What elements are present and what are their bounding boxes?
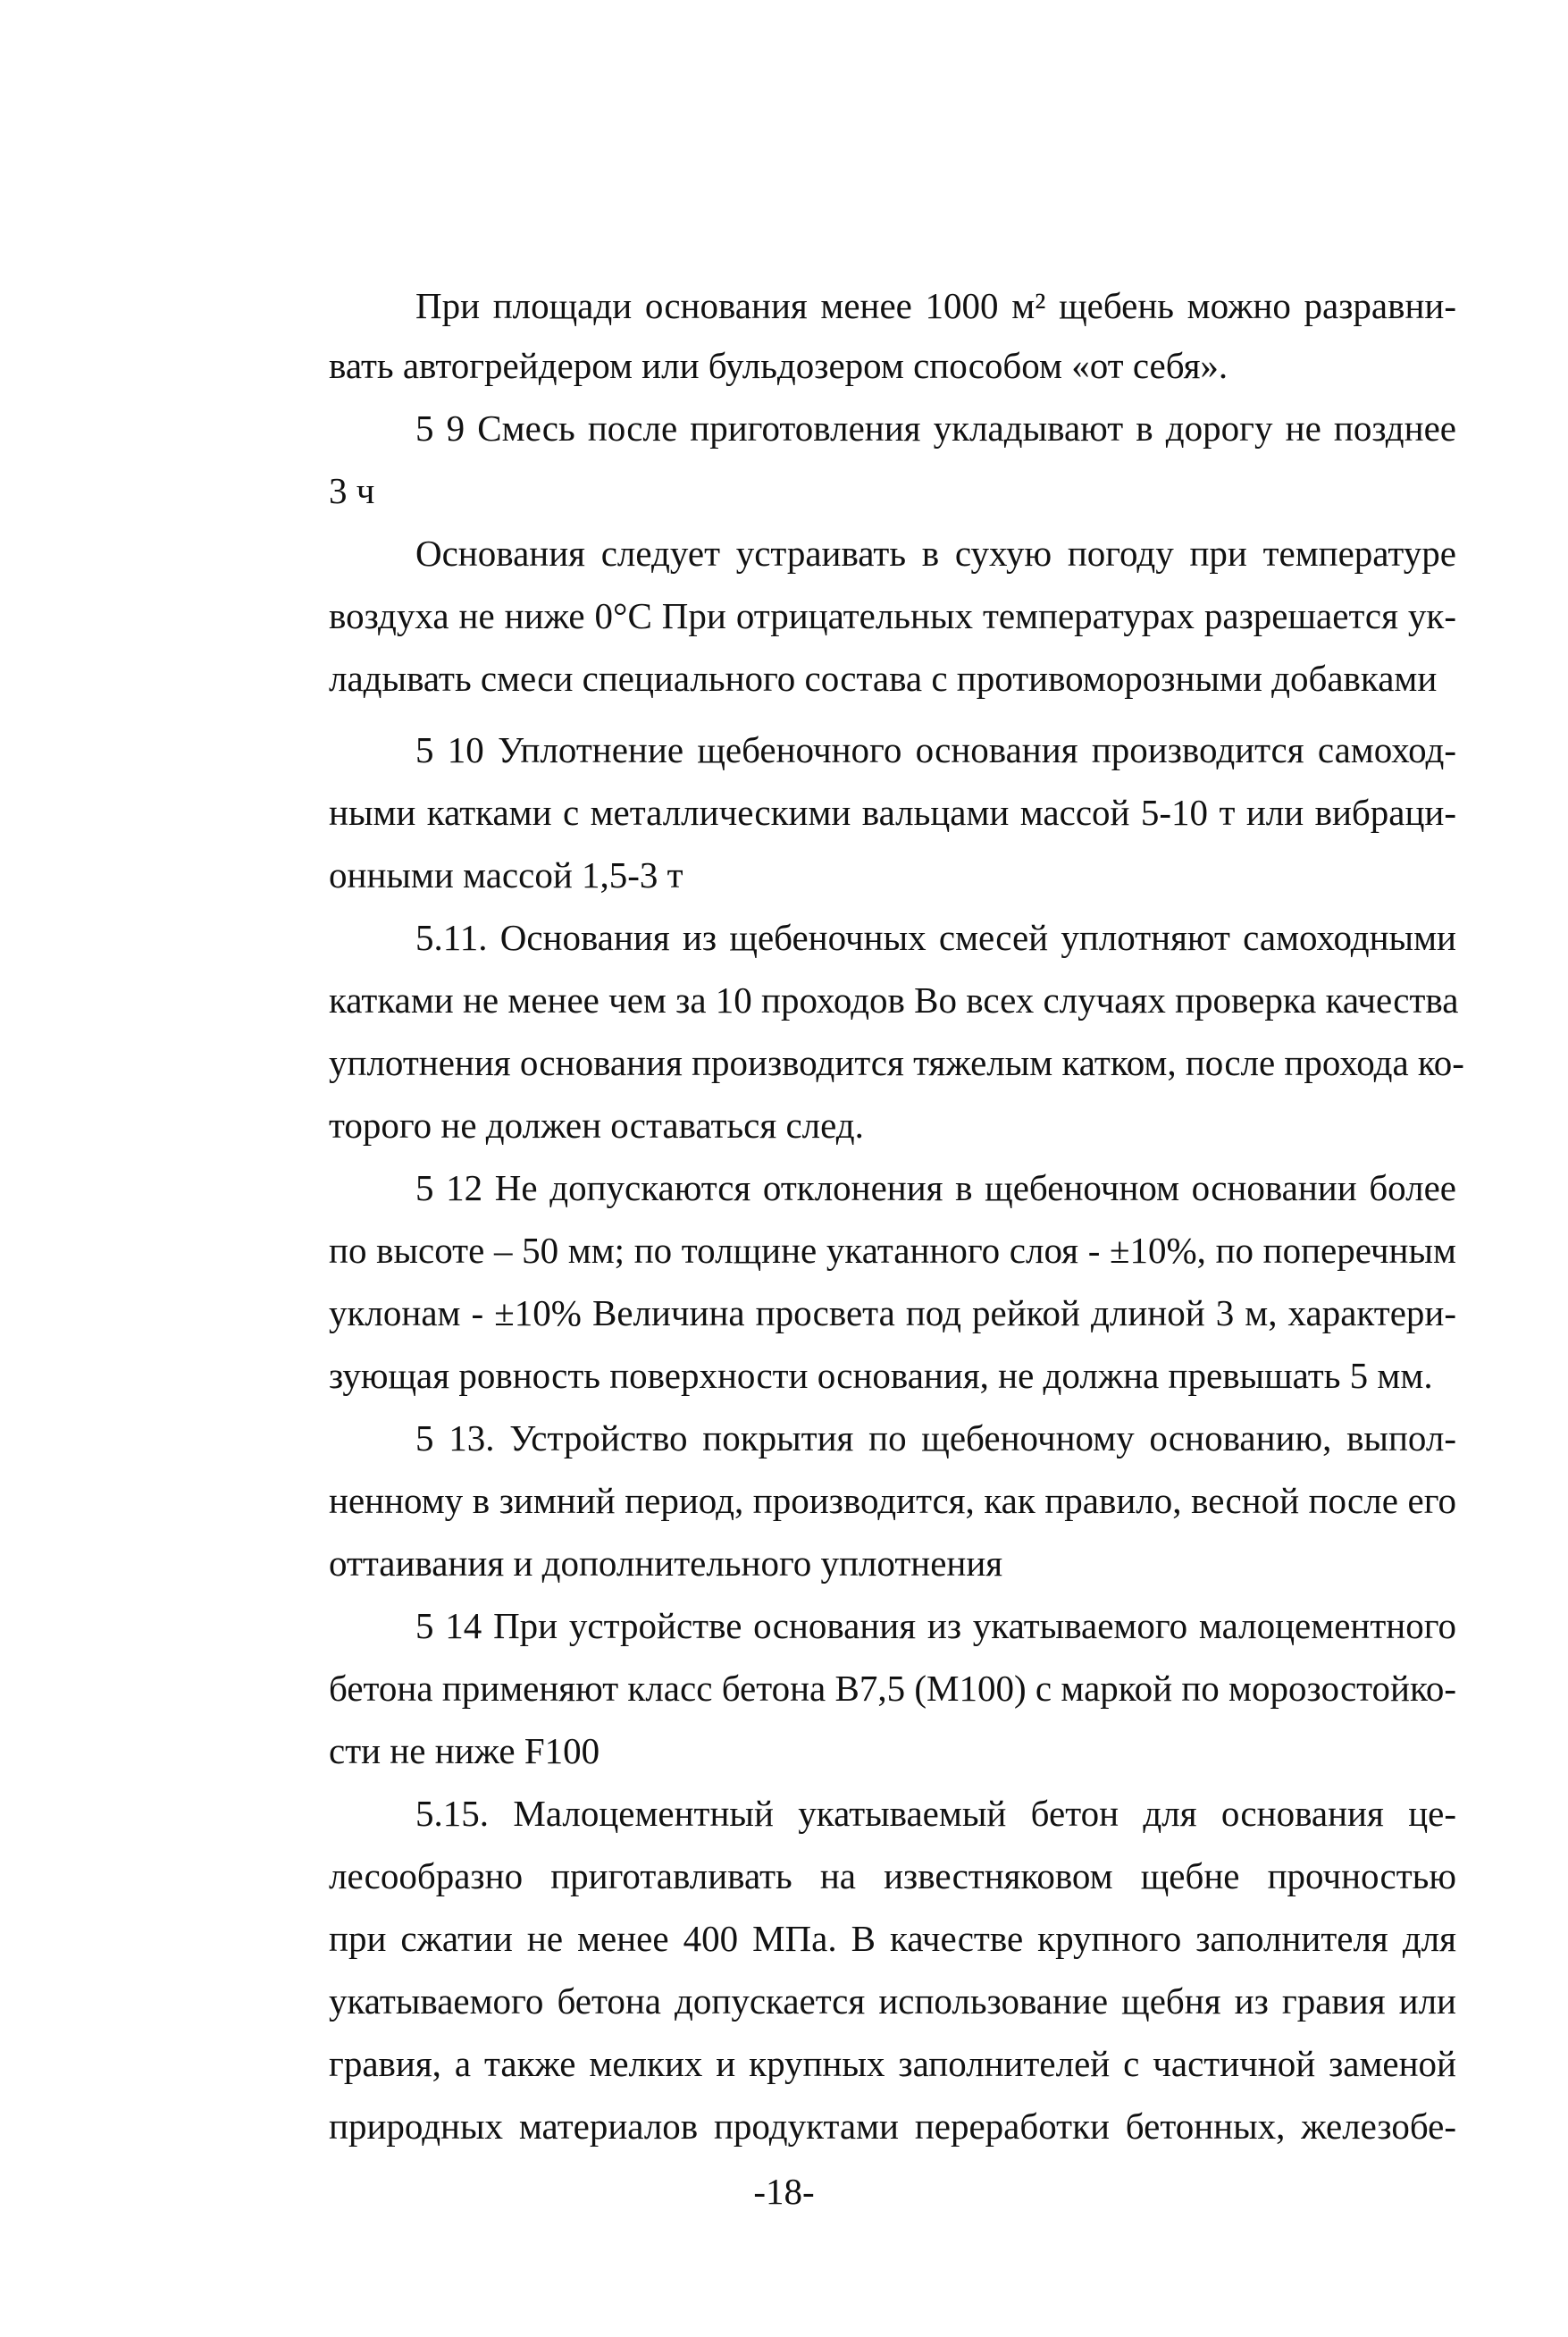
text-line: торого не должен оставаться след. [329, 1105, 864, 1146]
text-line: онными массой 1,5-3 т [329, 854, 683, 895]
text-line: уплотнения основания производится тяжелым катком, после прохода ко- [329, 1042, 1464, 1083]
text-line: уклонам - ±10% Величина просвета под рейкой длиной 3 м, характери- [329, 1292, 1456, 1333]
text-line: сти не ниже F100 [329, 1730, 600, 1771]
page-number: -18- [753, 2171, 815, 2212]
text-line: катками не менее чем за 10 проходов Во всех случаях проверка качества [329, 979, 1459, 1021]
text-line: 5 12 Не допускаются отклонения в щебеночном основании более [415, 1167, 1456, 1208]
text-line: 5.15. Малоцементный укатываемый бетон для основания це- [415, 1793, 1456, 1834]
text-line: укатываемого бетона допускается использование щебня из гравия или [329, 1980, 1456, 2022]
text-line: ными катками с металлическими вальцами массой 5-10 т или вибраци- [329, 792, 1456, 833]
text-line: при сжатии не менее 400 МПа. В качестве крупного заполнителя для [329, 1918, 1456, 1959]
text-line: зующая ровность поверхности основания, не должна превышать 5 мм. [329, 1355, 1433, 1396]
text-line: Основания следует устраивать в сухую погоду при температуре [415, 533, 1456, 574]
text-line: воздуха не ниже 0°С При отрицательных температурах разрешается ук- [329, 595, 1456, 636]
text-line: 5 13. Устройство покрытия по щебеночному основанию, выпол- [415, 1417, 1456, 1459]
text-line: по высоте – 50 мм; по толщине укатанного слоя - ±10%, по поперечным [329, 1230, 1456, 1271]
text-line: лесообразно приготавливать на известняковом щебне прочностью [329, 1855, 1456, 1896]
text-line: При площади основания менее 1000 м² щебень можно разравни- [415, 285, 1456, 326]
text-line: 5 10 Уплотнение щебеночного основания производится самоход- [415, 729, 1456, 770]
text-line: природных материалов продуктами переработки бетонных, железобе- [329, 2106, 1456, 2147]
text-line: ненному в зимний период, производится, как правило, весной после его [329, 1480, 1456, 1521]
text-line: 5.11. Основания из щебеночных смесей уплотняют самоходными [415, 917, 1456, 958]
text-line: оттаивания и дополнительного уплотнения [329, 1543, 1003, 1584]
text-line: гравия, а также мелких и крупных заполнителей с частичной заменой [329, 2043, 1456, 2084]
text-line: 5 14 При устройстве основания из укатываемого малоцементного [415, 1605, 1456, 1646]
text-line: 5 9 Смесь после приготовления укладывают в дорогу не позднее [415, 408, 1456, 449]
text-line: бетона применяют класс бетона В7,5 (М100) с маркой по морозостойко- [329, 1668, 1456, 1709]
text-line: вать автогрейдером или бульдозером способом «от себя». [329, 345, 1228, 386]
text-line: ладывать смеси специального состава с противоморозными добавками [329, 658, 1438, 699]
text-line: 3 ч [329, 470, 375, 511]
